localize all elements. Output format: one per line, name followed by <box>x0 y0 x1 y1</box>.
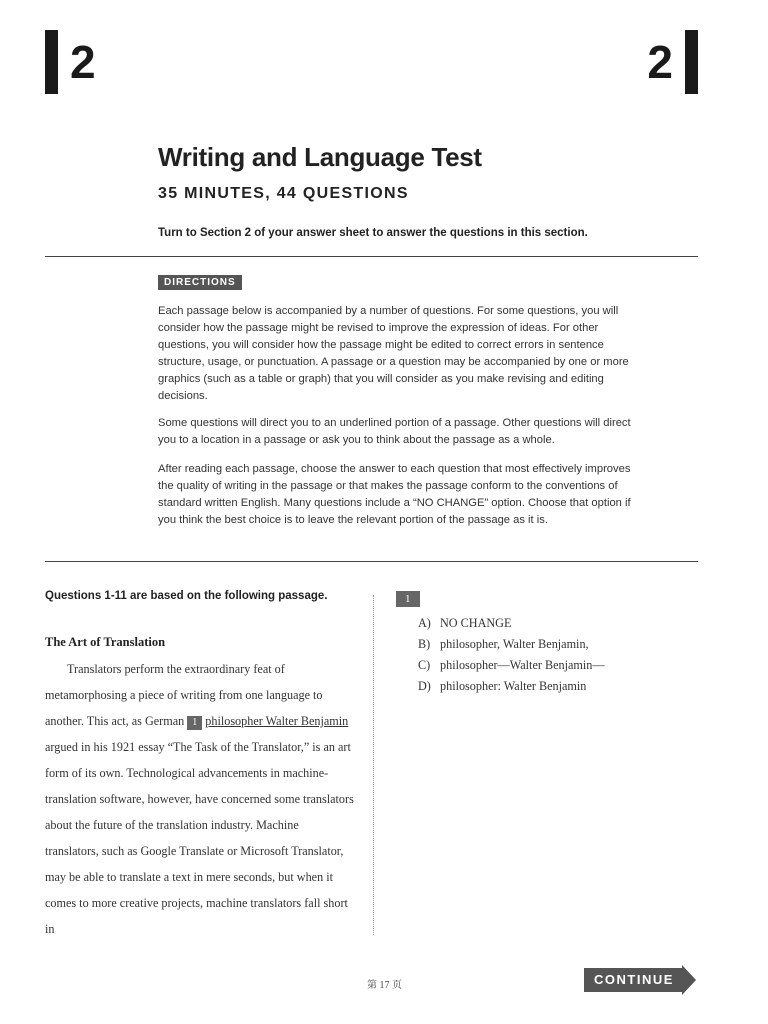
passage-text-after: argued in his 1921 essay “The Task of the Translator,” is an art form of its own. Technological advancements in machine-translation software, however, have concerned some translators about the future of the translation industry. Machine translators, such as Google Translate or Microsoft Translator, may be able to translate a text in mere seconds, but when it comes to more creative projects, machine translators fall short in <box>45 740 354 936</box>
page-subtitle: 35 MINUTES, 44 QUESTIONS <box>158 185 409 202</box>
section-number-right: 2 <box>647 36 673 88</box>
section-number-left: 2 <box>70 36 96 88</box>
choice-letter: B) <box>418 637 431 651</box>
question-number: 1 <box>396 591 420 607</box>
directions-paragraph-1: Each passage below is accompanied by a number of questions. For some questions, you will consider how the passage might be revised to improve the expression of ideas. For other questions, you will consider how the passage might be edited to correct errors in sentence structure, usage, or punctuation. A passage or a question may be accompanied by one or more graphics (such as a table or graph) that you will consider as you make revising and editing decisions. <box>158 305 629 402</box>
passage-text-before: Translators perform the extraordinary feat of metamorphosing a piece of writing from one language to another. This act, as German <box>45 662 323 728</box>
choice-d[interactable] <box>418 676 605 697</box>
choice-text: philosopher: Walter Benjamin <box>440 679 587 693</box>
section-bar-left <box>45 30 58 94</box>
underlined-portion[interactable]: philosopher Walter Benjamin <box>205 714 349 728</box>
directions-paragraph-2: Some questions will direct you to an underlined portion of a passage. Other questions will direct you to a location in a passage or ask you to think about the passage as a whole. <box>158 417 631 446</box>
section-marker-right <box>647 30 698 94</box>
continue-label: CONTINUE <box>584 968 682 992</box>
question-marker[interactable]: 1 <box>187 716 202 730</box>
passage-title: The Art of Translation <box>45 635 166 649</box>
directions-paragraph-3: After reading each passage, choose the answer to each question that most effectively improves the quality of writing in the passage or that makes the passage conform to the conventions of standard written English. Many questions include a “NO CHANGE” option. Choose that option if you think the best choice is to leave the relevant portion of the passage as it is. <box>158 463 631 526</box>
section-bar-right <box>685 30 698 94</box>
choice-letter: D) <box>418 679 431 693</box>
directions-label: DIRECTIONS <box>158 275 242 290</box>
choice-text: philosopher, Walter Benjamin, <box>440 637 589 651</box>
passage-heading: Questions 1-11 are based on the following passage. <box>45 590 328 602</box>
column-divider <box>373 595 374 935</box>
answer-choices <box>418 613 605 697</box>
choice-letter: A) <box>418 616 431 630</box>
divider-top <box>45 256 698 257</box>
page-number: 第 17 页 <box>367 980 402 991</box>
choice-a[interactable] <box>418 613 605 634</box>
arrow-right-icon <box>682 965 696 995</box>
choice-b[interactable] <box>418 634 605 655</box>
answer-sheet-instruction: Turn to Section 2 of your answer sheet to answer the questions in this section. <box>158 227 588 239</box>
page-title: Writing and Language Test <box>158 142 482 172</box>
section-marker-left <box>45 30 96 94</box>
continue-button[interactable] <box>584 965 696 995</box>
passage-text <box>45 656 355 942</box>
divider-bottom <box>45 561 698 562</box>
choice-text: NO CHANGE <box>440 616 512 630</box>
choice-letter: C) <box>418 658 431 672</box>
choice-text: philosopher—Walter Benjamin— <box>440 658 605 672</box>
choice-c[interactable] <box>418 655 605 676</box>
